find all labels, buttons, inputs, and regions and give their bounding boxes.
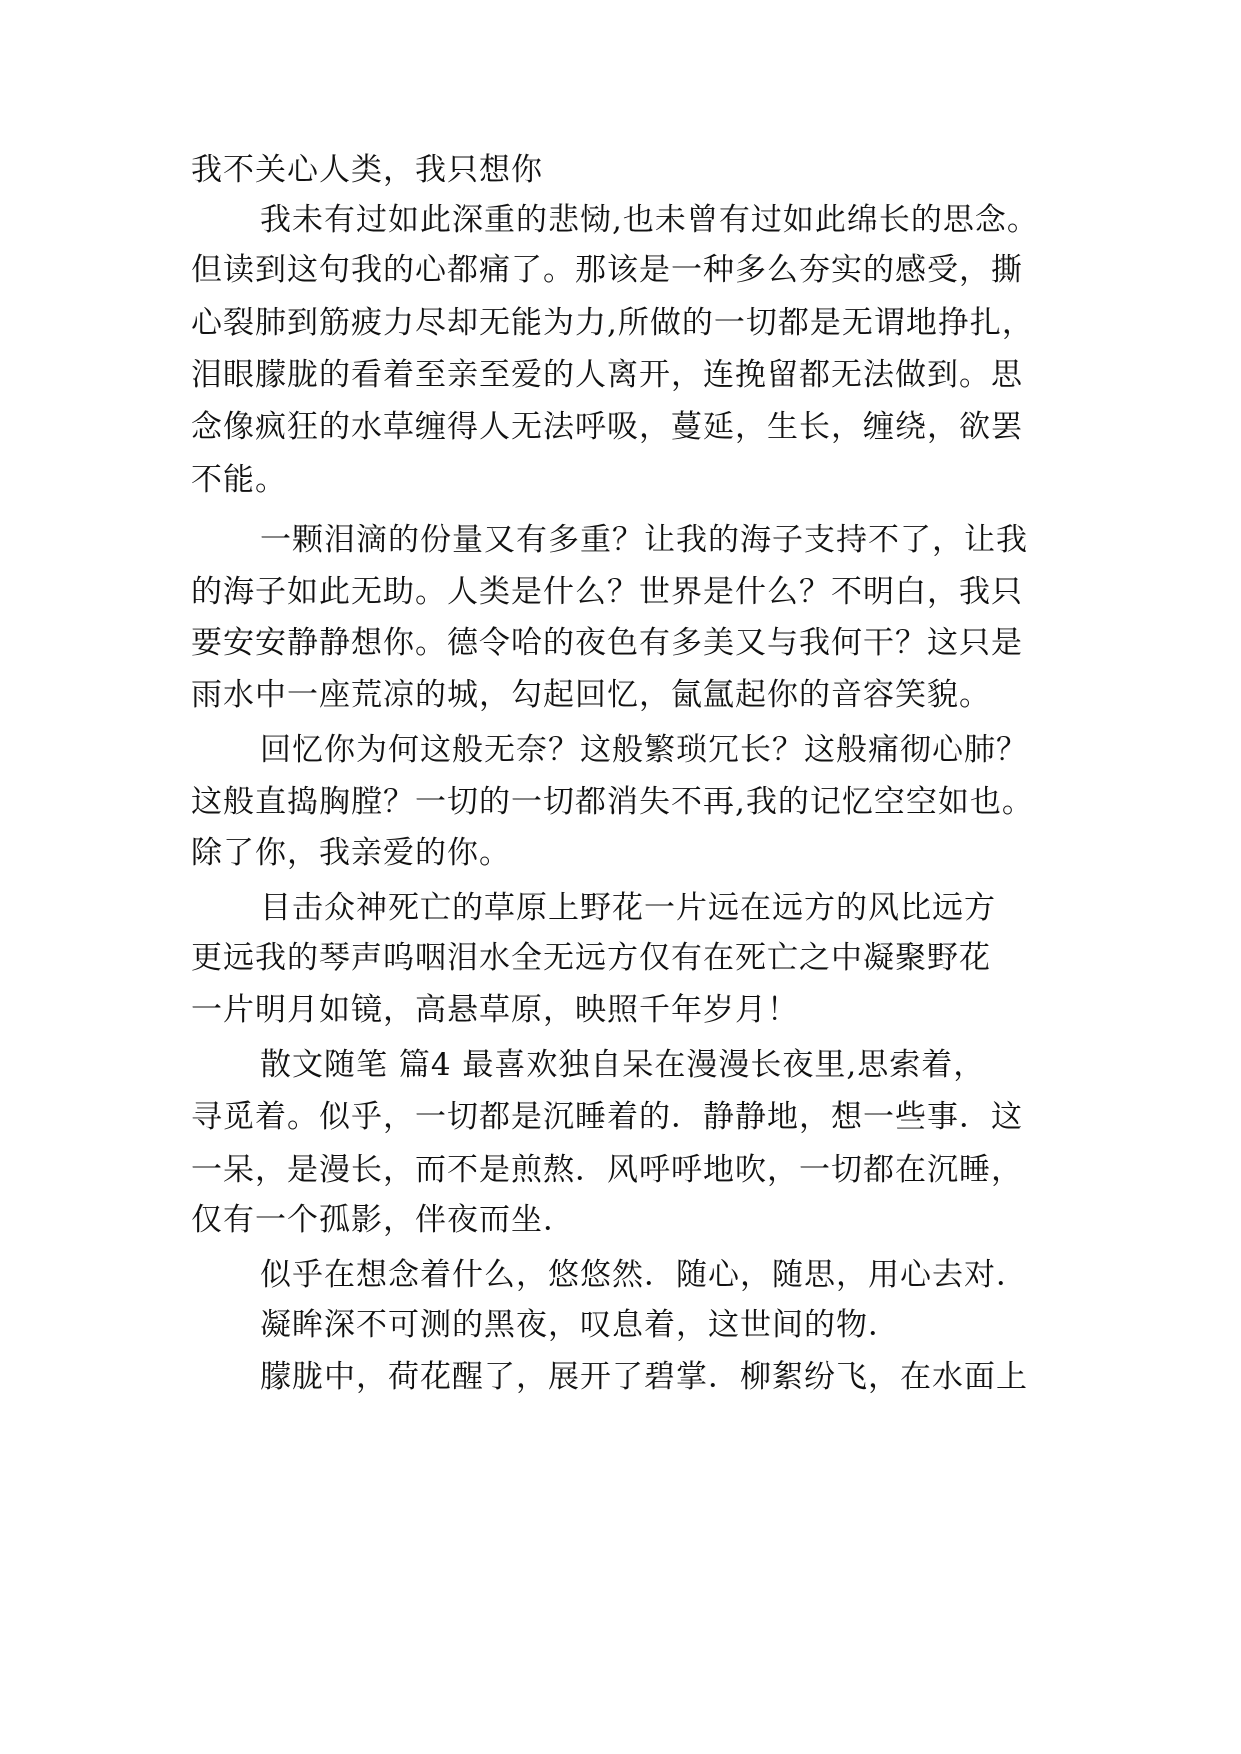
paragraph-line: 一呆，是漫长，而不是煎熬．风呼呼地吹，一切都在沉睡， [191, 1152, 1023, 1188]
paragraph-line: 不能。 [191, 462, 287, 498]
paragraph-line: 似乎在想念着什么，悠悠然．随心，随思，用心去对． [260, 1257, 1028, 1293]
paragraph-line: 一片明月如镜，高悬草原，映照千年岁月！ [191, 992, 799, 1028]
paragraph-line: 目击众神死亡的草原上野花一片远在远方的风比远方 [260, 890, 996, 926]
paragraph-line: 这般直捣胸膛？一切的一切都消失不再,我的记忆空空如也。 [191, 784, 1034, 820]
paragraph-line: 一颗泪滴的份量又有多重？让我的海子支持不了，让我 [260, 522, 1028, 558]
paragraph-line: 除了你，我亲爱的你。 [191, 835, 511, 871]
section-heading-line: 散文随笔 篇4 最喜欢独自呆在漫漫长夜里,思索着， [260, 1047, 986, 1083]
paragraph-line: 更远我的琴声呜咽泪水全无远方仅有在死亡之中凝聚野花 [191, 940, 991, 976]
paragraph-line: 但读到这句我的心都痛了。那该是一种多么夯实的感受，撕 [191, 252, 1023, 288]
paragraph-line: 泪眼朦胧的看着至亲至爱的人离开，连挽留都无法做到。思 [191, 357, 1023, 393]
paragraph-line: 回忆你为何这般无奈？这般繁琐冗长？这般痛彻心肺？ [260, 732, 1028, 768]
paragraph-line: 念像疯狂的水草缠得人无法呼吸，蔓延，生长，缠绕，欲罢 [191, 409, 1023, 445]
paragraph-line: 我未有过如此深重的悲恸,也未曾有过如此绵长的思念。 [260, 202, 1039, 238]
document-title: 我不关心人类，我只想你 [191, 152, 543, 188]
paragraph-line: 雨水中一座荒凉的城，勾起回忆，氤氲起你的音容笑貌。 [191, 677, 991, 713]
paragraph-line: 朦胧中，荷花醒了，展开了碧掌．柳絮纷飞，在水面上 [260, 1359, 1028, 1395]
paragraph-line: 心裂肺到筋疲力尽却无能为力,所做的一切都是无谓地挣扎， [191, 305, 1034, 341]
paragraph-line: 凝眸深不可测的黑夜，叹息着，这世间的物． [260, 1307, 900, 1343]
paragraph-line: 要安安静静想你。德令哈的夜色有多美又与我何干？这只是 [191, 625, 1023, 661]
paragraph-line: 仅有一个孤影，伴夜而坐． [191, 1202, 575, 1238]
paragraph-line: 的海子如此无助。人类是什么？世界是什么？不明白，我只 [191, 574, 1023, 610]
paragraph-line: 寻觅着。似乎，一切都是沉睡着的．静静地，想一些事．这 [191, 1099, 1023, 1135]
